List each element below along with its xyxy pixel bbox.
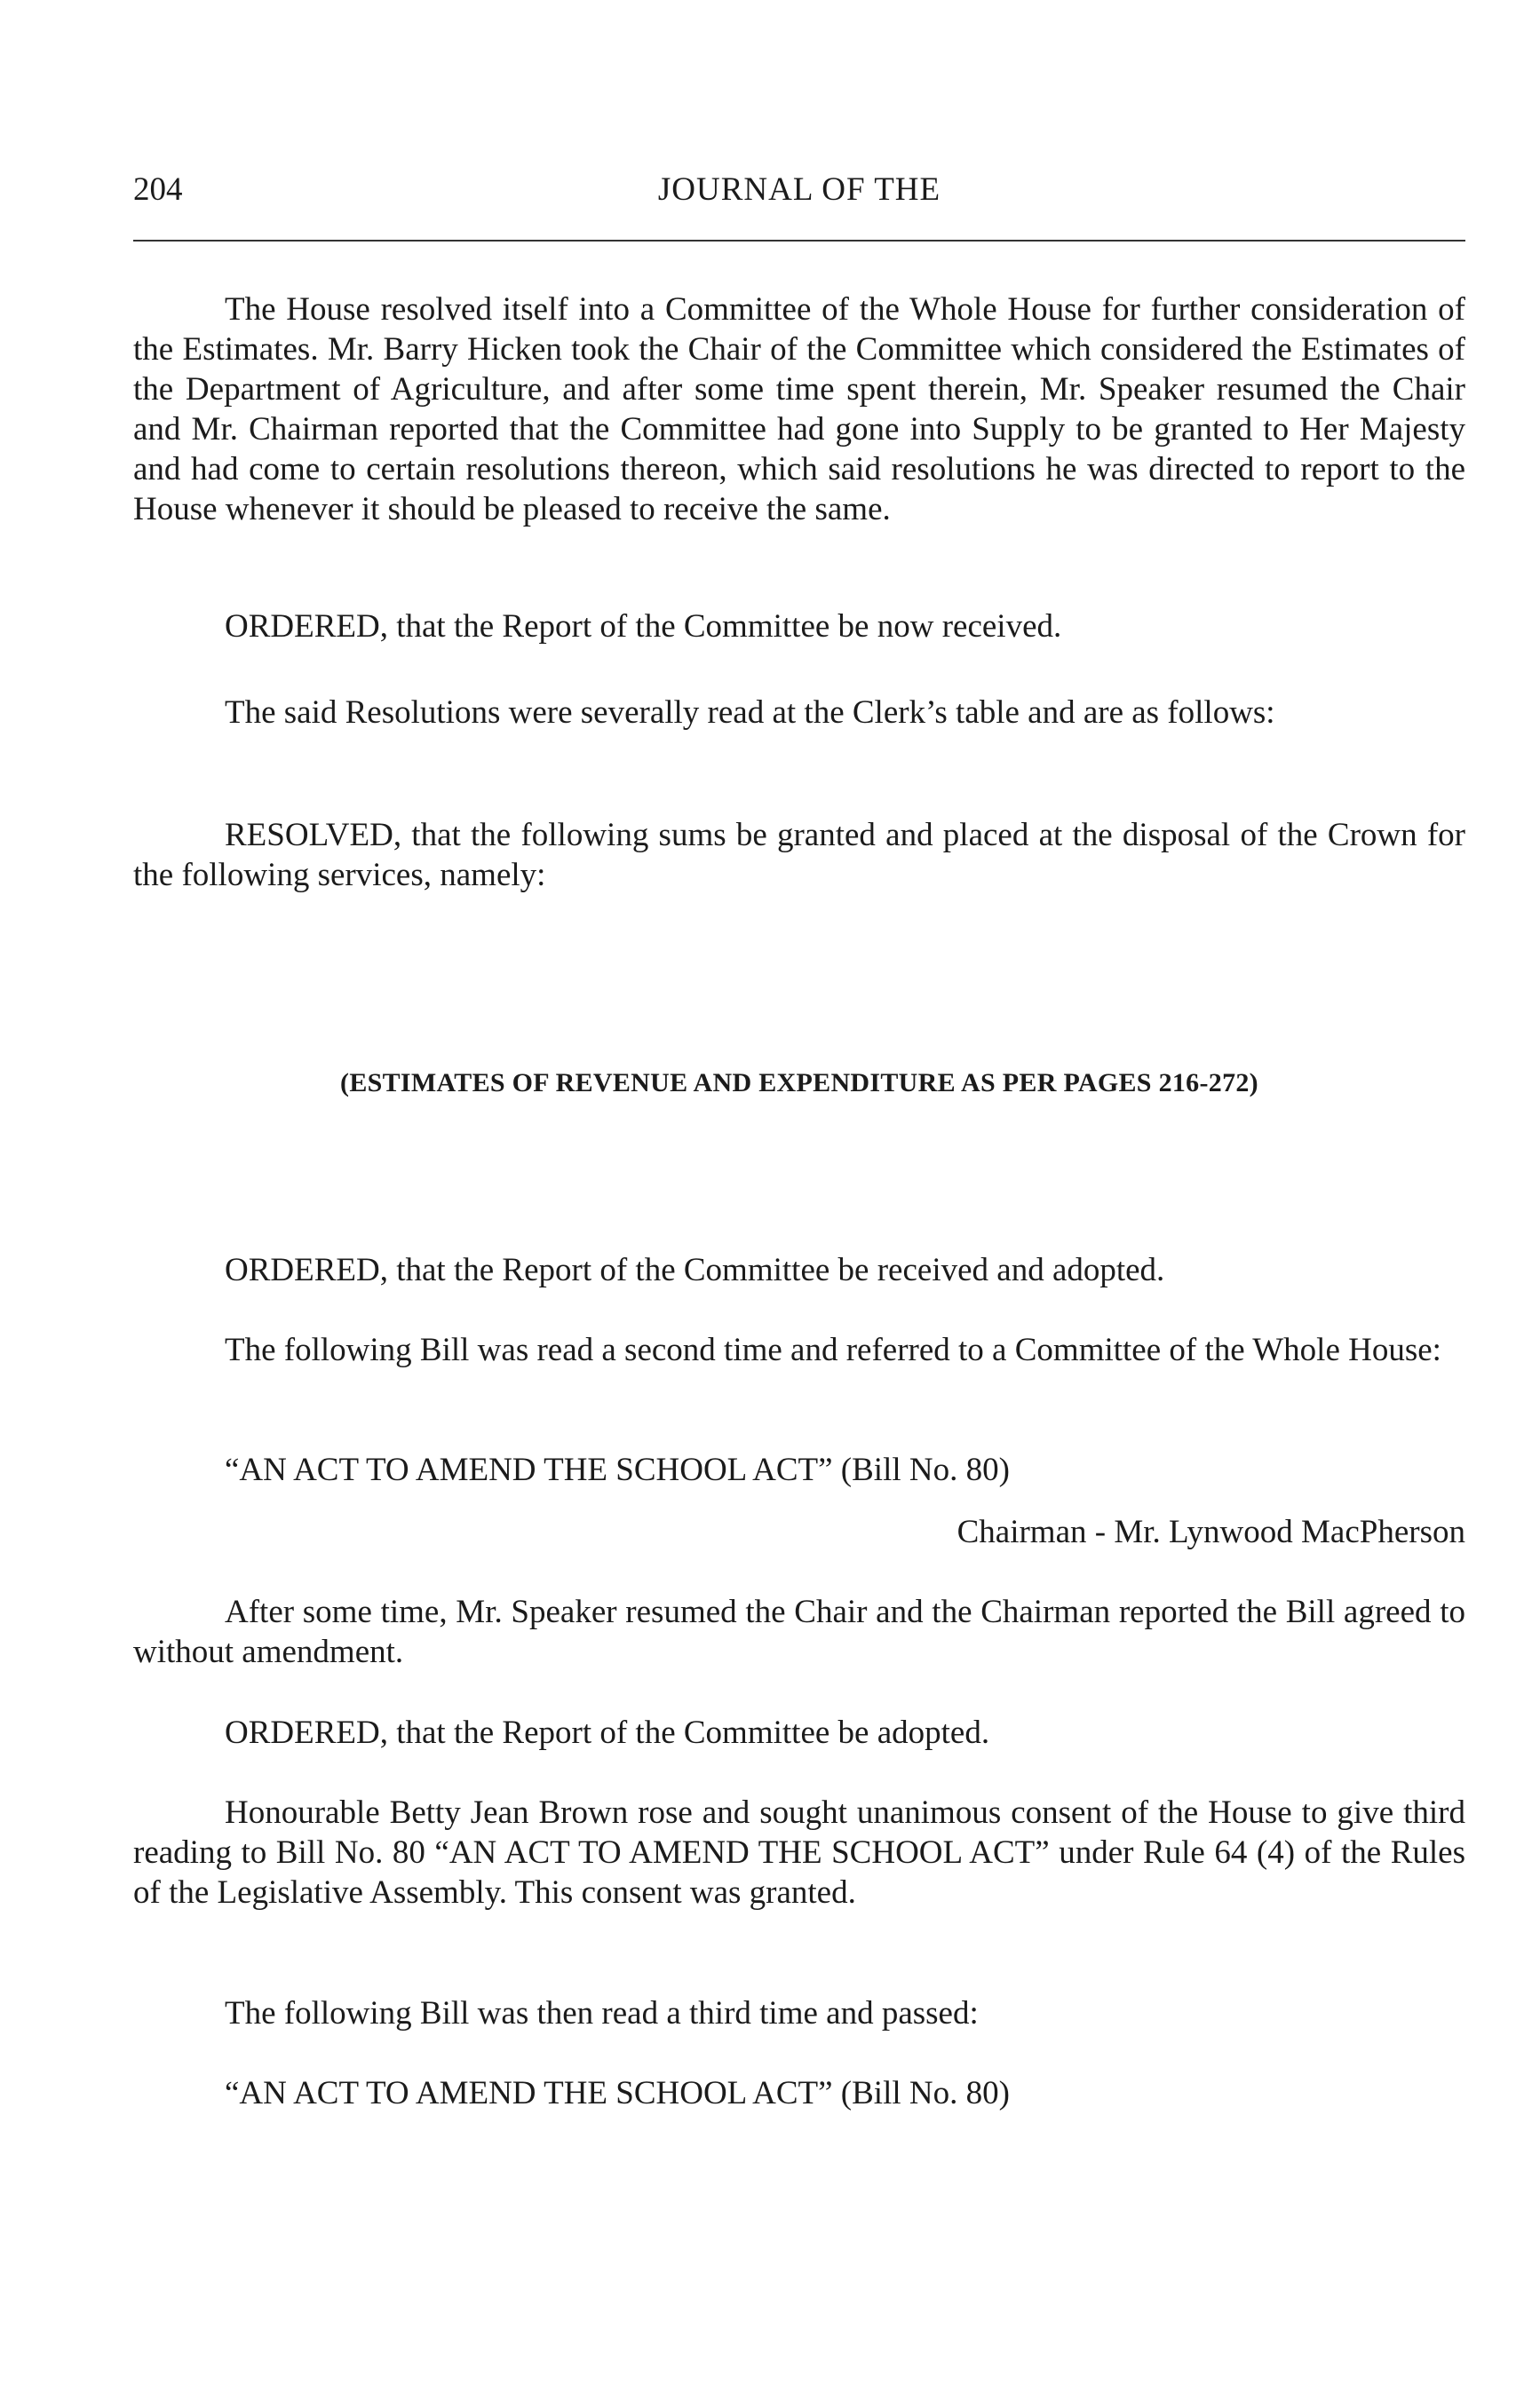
paragraph-text: The following Bill was read a second time and referred to a Committee of the Whole House: <box>225 1332 1441 1368</box>
estimates-note: (ESTIMATES OF REVENUE AND EXPENDITURE AS PER PAGES 216-272) <box>340 1068 1258 1097</box>
paragraph-text: The House resolved itself into a Committee of the Whole House for further consideration of the Estimates. Mr. Barry Hicken took the Chair of the Committee which considered the Estimates of the Department of Agriculture, and after some time spent therein, Mr. Speaker resumed the Chair and Mr. Chairman reported that the Committee had gone into Supply to be granted to Her Majesty and had come to certain resolutions thereon, which said resolutions he was directed to report to the House whenever it should be pleased to receive the same. <box>133 291 1465 527</box>
running-head: JOURNAL OF THE <box>657 171 941 208</box>
bill-title-second-reading: “AN ACT TO AMEND THE SCHOOL ACT” (Bill No. 80) <box>225 1452 1010 1488</box>
paragraph-text: After some time, Mr. Speaker resumed the Chair and the Chairman reported the Bill agreed to without amendment. <box>133 1594 1465 1670</box>
paragraph-text: ORDERED, that the Report of the Committee be adopted. <box>225 1715 990 1751</box>
paragraph-text: Honourable Betty Jean Brown rose and sought unanimous consent of the House to give third reading to Bill No. 80 “AN ACT TO AMEND THE SCHOOL ACT” under Rule 64 (4) of the Rules of the Legislative Assembly. This consent was granted. <box>133 1794 1465 1911</box>
paragraph-text: RESOLVED, that the following sums be granted and placed at the disposal of the Crown for the following services, namely: <box>133 817 1465 893</box>
paragraph-text: The said Resolutions were severally read at the Clerk’s table and are as follows: <box>225 694 1275 731</box>
paragraph-text: ORDERED, that the Report of the Committee be now received. <box>225 608 1062 645</box>
committee-chairman: Chairman - Mr. Lynwood MacPherson <box>956 1514 1465 1550</box>
paragraph-speaker-resumed <box>133 1592 1465 1672</box>
paragraph-text: The following Bill was then read a third time and passed: <box>225 1995 979 2032</box>
paragraph-third-reading <box>133 1993 1465 2033</box>
paragraph-resolutions-read <box>133 693 1465 733</box>
paragraph-ordered-adopted <box>133 1250 1465 1290</box>
paragraph-unanimous-consent <box>133 1793 1465 1913</box>
paragraph-ordered-received <box>133 606 1465 646</box>
paragraph-text: ORDERED, that the Report of the Committee be received and adopted. <box>225 1252 1165 1288</box>
page-number: 204 <box>133 171 183 208</box>
paragraph-ordered-report-adopted <box>133 1713 1465 1753</box>
paragraph-committee-whole-house <box>133 289 1465 529</box>
bill-title-third-reading: “AN ACT TO AMEND THE SCHOOL ACT” (Bill No. 80) <box>225 2075 1010 2111</box>
header-rule <box>133 240 1465 242</box>
paragraph-second-reading <box>133 1330 1465 1370</box>
paragraph-resolved <box>133 815 1465 895</box>
page-header <box>133 170 1465 224</box>
